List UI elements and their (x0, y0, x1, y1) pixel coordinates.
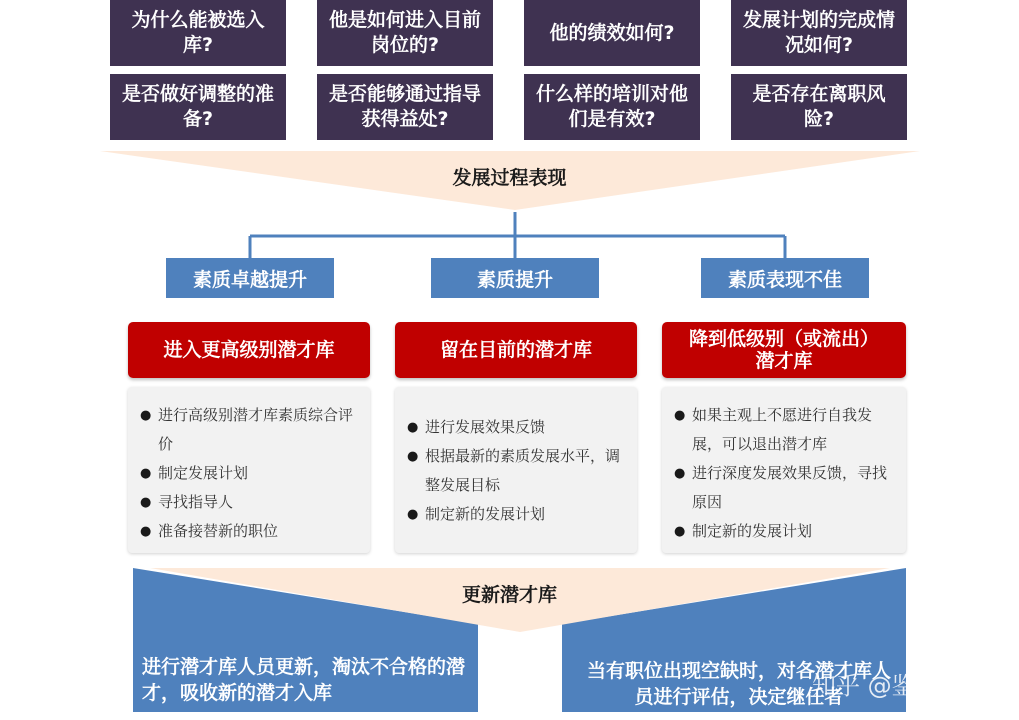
update-right-text: 当有职位出现空缺时，对各潜才库人员进行评估，决定继任者 (586, 660, 891, 708)
action-item: ● 制定发展计划 (140, 459, 358, 488)
action-card-improve (395, 387, 637, 553)
update-title: 更新潜才库 (461, 584, 557, 606)
question-box: 是否做好调整的准备? (110, 74, 286, 140)
action-item: ● 进行深度发展效果反馈，寻找原因 (674, 459, 894, 517)
action-item: ● 寻找指导人 (140, 488, 358, 517)
question-box: 他的绩效如何? (524, 0, 700, 66)
outcome-lower-pool-text: 降到低级别（或流出）潜才库 (688, 328, 879, 372)
outcome-lower-pool (662, 322, 906, 378)
question-box: 什么样的培训对他们是有效? (524, 74, 700, 140)
update-left-text: 进行潜才库人员更新，淘汰不合格的潜才，吸收新的潜才入库 (142, 656, 466, 704)
action-item: ● 制定新的发展计划 (407, 500, 625, 529)
question-box: 他是如何进入目前岗位的? (317, 0, 493, 66)
path-label-poor: 素质表现不佳 (701, 258, 869, 298)
question-box: 是否存在离职风险? (731, 74, 907, 140)
path-label-excellent: 素质卓越提升 (166, 258, 334, 298)
outcome-stay-pool: 留在目前的潜才库 (395, 322, 637, 378)
action-item: ● 进行高级别潜才库素质综合评价 (140, 401, 358, 459)
outcome-higher-pool: 进入更高级别潜才库 (128, 322, 370, 378)
action-item: ● 根据最新的素质发展水平，调整发展目标 (407, 442, 625, 500)
question-box: 是否能够通过指导获得益处? (317, 74, 493, 140)
question-box: 为什么能被选入库? (110, 0, 286, 66)
process-title: 发展过程表现 (452, 167, 567, 189)
action-item: ● 准备接替新的职位 (140, 517, 358, 546)
action-item: ● 如果主观上不愿进行自我发展，可以退出潜才库 (674, 401, 894, 459)
action-card-poor (662, 387, 906, 553)
action-item: ● 进行发展效果反馈 (407, 413, 625, 442)
watermark: 知乎 @鉴人 (812, 672, 940, 700)
question-box: 发展计划的完成情况如何? (731, 0, 907, 66)
action-card-excellent (128, 387, 370, 553)
action-item: ● 制定新的发展计划 (674, 517, 894, 546)
path-label-improve: 素质提升 (431, 258, 599, 298)
connector-lines (250, 212, 785, 258)
